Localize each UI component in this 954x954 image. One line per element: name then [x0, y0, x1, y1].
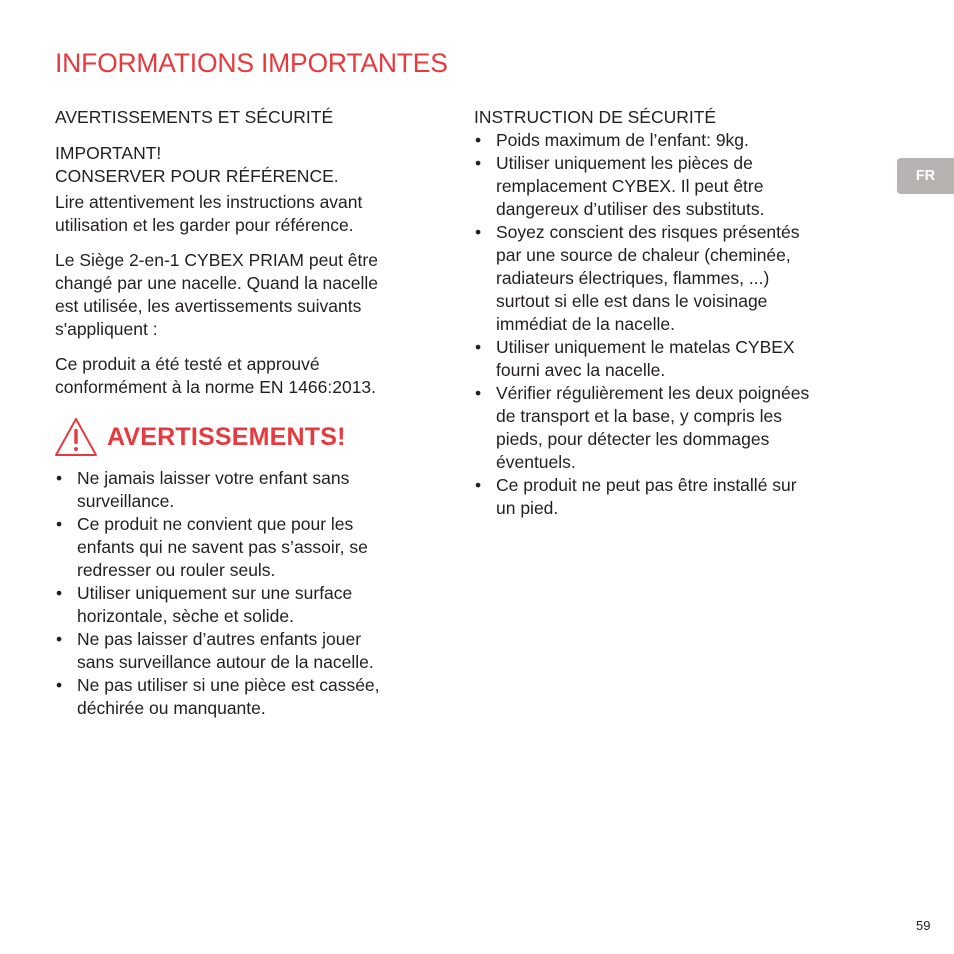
item-line: Utiliser uniquement le matelas CYBEX [496, 337, 795, 357]
language-tab: FR [897, 158, 954, 194]
important-line: IMPORTANT! [55, 143, 162, 163]
paragraph-line: Ce produit a été testé et approuvé [55, 354, 320, 374]
item-line: Utiliser uniquement les pièces de [496, 153, 753, 173]
item-line: enfants qui ne savent pas s’assoir, se [77, 537, 368, 557]
important-line: CONSERVER POUR RÉFÉRENCE. [55, 166, 339, 186]
item-line: Soyez conscient des risques présentés [496, 222, 800, 242]
list-item [55, 467, 435, 513]
page-title: INFORMATIONS IMPORTANTES [55, 48, 448, 78]
item-line: pieds, pour détecter les dommages [496, 429, 770, 449]
paragraph-seat-carrycot [55, 249, 435, 341]
item-line: Vérifier régulièrement les deux poignées [496, 383, 810, 403]
bullet: • [56, 514, 63, 534]
bullet: • [56, 468, 63, 488]
bullet: • [56, 583, 63, 603]
item-line: Ne pas utiliser si une pièce est cassée, [77, 675, 380, 695]
item-line: redresser ou rouler seuls. [77, 560, 276, 580]
bullet: • [475, 153, 482, 173]
safety-list [474, 129, 854, 520]
item-line: Ne jamais laisser votre enfant sans [77, 468, 350, 488]
paragraph-line: conformément à la norme EN 1466:2013. [55, 377, 377, 397]
left-column [55, 106, 435, 720]
bullet: • [56, 629, 63, 649]
item-line: horizontale, sèche et solide. [77, 606, 294, 626]
item-line: éventuels. [496, 452, 576, 472]
item-line: Poids maximum de l’enfant: 9kg. [496, 130, 749, 150]
list-item [55, 513, 435, 582]
warning-title: AVERTISSEMENTS! [107, 422, 346, 451]
list-item [474, 474, 854, 520]
item-line: Utiliser uniquement sur une surface [77, 583, 353, 603]
item-line: par une source de chaleur (cheminée, [496, 245, 791, 265]
item-line: déchirée ou manquante. [77, 698, 266, 718]
paragraph-approval [55, 353, 435, 399]
item-line: sans surveillance autour de la nacelle. [77, 652, 374, 672]
list-item [474, 221, 854, 336]
paragraph-line: Lire attentivement les instructions avant [55, 192, 363, 212]
list-item [55, 582, 435, 628]
list-item [474, 382, 854, 474]
bullet: • [56, 675, 63, 695]
warning-list [55, 467, 435, 720]
item-line: Ce produit ne peut pas être installé sur [496, 475, 797, 495]
page-number: 59 [916, 918, 931, 933]
right-column [474, 106, 854, 520]
item-line: surveillance. [77, 491, 175, 511]
paragraph-line: changé par une nacelle. Quand la nacelle [55, 273, 379, 293]
warning-triangle-icon [53, 416, 99, 458]
paragraph-read-instructions [55, 191, 435, 237]
paragraph-line: utilisation et les garder pour référence. [55, 215, 354, 235]
item-line: un pied. [496, 498, 559, 518]
bullet: • [475, 337, 482, 357]
item-line: Ne pas laisser d’autres enfants jouer [77, 629, 362, 649]
item-line: fourni avec la nacelle. [496, 360, 666, 380]
bullet: • [475, 383, 482, 403]
list-item [474, 336, 854, 382]
warning-header [55, 415, 435, 459]
bullet: • [475, 475, 482, 495]
list-item [55, 674, 435, 720]
bullet: • [475, 130, 482, 150]
section-heading-warnings-safety: AVERTISSEMENTS ET SÉCURITÉ [55, 107, 334, 127]
list-item [55, 628, 435, 674]
list-item [474, 129, 854, 152]
item-line: radiateurs électriques, flammes, ...) [496, 268, 770, 288]
paragraph-line: s'appliquent : [55, 319, 158, 339]
item-line: dangereux d’utiliser des substituts. [496, 199, 765, 219]
item-line: surtout si elle est dans le voisinage [496, 291, 768, 311]
bullet: • [475, 222, 482, 242]
section-heading-safety-instructions: INSTRUCTION DE SÉCURITÉ [474, 107, 717, 127]
list-item [474, 152, 854, 221]
item-line: Ce produit ne convient que pour les [77, 514, 354, 534]
item-line: remplacement CYBEX. Il peut être [496, 176, 764, 196]
item-line: immédiat de la nacelle. [496, 314, 675, 334]
paragraph-line: est utilisée, les avertissements suivants [55, 296, 362, 316]
important-notice [55, 142, 435, 188]
paragraph-line: Le Siège 2-en-1 CYBEX PRIAM peut être [55, 250, 378, 270]
item-line: de transport et la base, y compris les [496, 406, 782, 426]
